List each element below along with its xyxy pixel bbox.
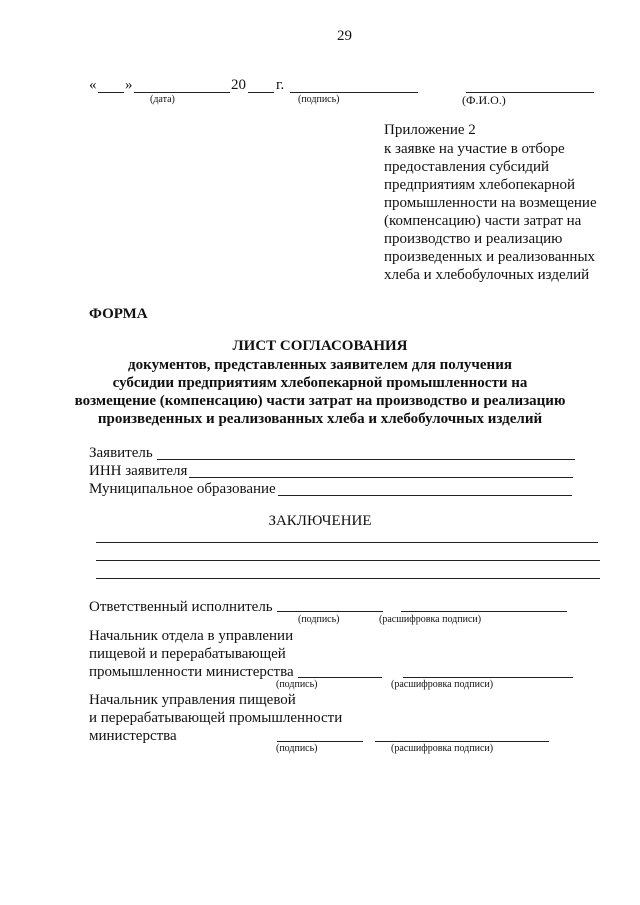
appendix-line: предоставления субсидий: [384, 159, 550, 175]
mgmt-head-decode-line[interactable]: [375, 741, 549, 742]
day-blank-line: [98, 92, 124, 93]
appendix-line: произведенных и реализованных: [384, 249, 596, 265]
applicant-label: Заявитель: [89, 445, 153, 461]
appendix-title: Приложение 2: [384, 122, 476, 138]
decode-caption: (расшифровка подписи): [391, 743, 494, 754]
name-caption: (Ф.И.О.): [462, 93, 506, 107]
municipality-input-line[interactable]: [278, 495, 572, 496]
mgmt-head-signature-line[interactable]: [277, 741, 363, 742]
decode-caption: (расшифровка подписи): [379, 614, 482, 625]
dept-head-line: промышленности министерства: [89, 664, 294, 680]
heading-line: произведенных и реализованных хлеба и хлебобулочных изделий: [97, 411, 543, 427]
applicant-input-line[interactable]: [157, 459, 575, 460]
date-quote-close: »: [125, 77, 133, 93]
heading-line: субсидии предприятиям хлебопекарной промышленности на: [112, 375, 528, 391]
form-label: ФОРМА: [89, 306, 148, 322]
appendix-line: производство и реализацию: [384, 231, 563, 247]
date-quote-open: «: [89, 77, 97, 93]
dept-head-line: Начальник отдела в управлении: [89, 628, 294, 644]
appendix-line: к заявке на участие в отборе: [384, 141, 565, 157]
mgmt-head-line: и перерабатывающей промышленности: [89, 710, 343, 726]
dept-head-decode-line[interactable]: [403, 677, 573, 678]
signature-caption: (подпись): [276, 743, 318, 754]
conclusion-line[interactable]: [96, 542, 598, 543]
dept-head-signature-line[interactable]: [298, 677, 382, 678]
month-blank-line: [134, 92, 230, 93]
signature-caption: (подпись): [298, 614, 340, 625]
signature-caption: (подпись): [298, 94, 340, 105]
conclusion-title: ЗАКЛЮЧЕНИЕ: [268, 513, 372, 529]
heading-line: возмещение (компенсацию) части затрат на производство и реализацию: [74, 393, 566, 409]
dept-head-line: пищевой и перерабатывающей: [89, 646, 286, 662]
mgmt-head-line: министерства: [89, 728, 177, 744]
executor-label: Ответственный исполнитель: [89, 599, 273, 615]
municipality-label: Муниципальное образование: [89, 481, 276, 497]
appendix-line: предприятиям хлебопекарной: [384, 177, 576, 193]
appendix-line: промышленности на возмещение: [384, 195, 597, 211]
year-suffix: г.: [276, 77, 285, 93]
decode-caption: (расшифровка подписи): [391, 679, 494, 690]
date-caption: (дата): [150, 94, 175, 105]
signature-caption: (подпись): [276, 679, 318, 690]
appendix-line: (компенсацию) части затрат на: [384, 213, 582, 229]
inn-label: ИНН заявителя: [89, 463, 188, 479]
conclusion-line[interactable]: [96, 578, 600, 579]
executor-signature-line[interactable]: [277, 611, 383, 612]
inn-input-line[interactable]: [189, 477, 573, 478]
mgmt-head-line: Начальник управления пищевой: [89, 692, 296, 708]
executor-decode-line[interactable]: [401, 611, 567, 612]
appendix-line: хлеба и хлебобулочных изделий: [384, 267, 590, 283]
page-number: 29: [337, 28, 352, 44]
heading-title: ЛИСТ СОГЛАСОВАНИЯ: [232, 338, 408, 354]
year-blank-line: [248, 92, 274, 93]
heading-line: документов, представленных заявителем для получения: [128, 357, 512, 373]
signature-blank-line: [290, 92, 418, 93]
year-prefix: 20: [231, 77, 246, 93]
conclusion-line[interactable]: [96, 560, 600, 561]
